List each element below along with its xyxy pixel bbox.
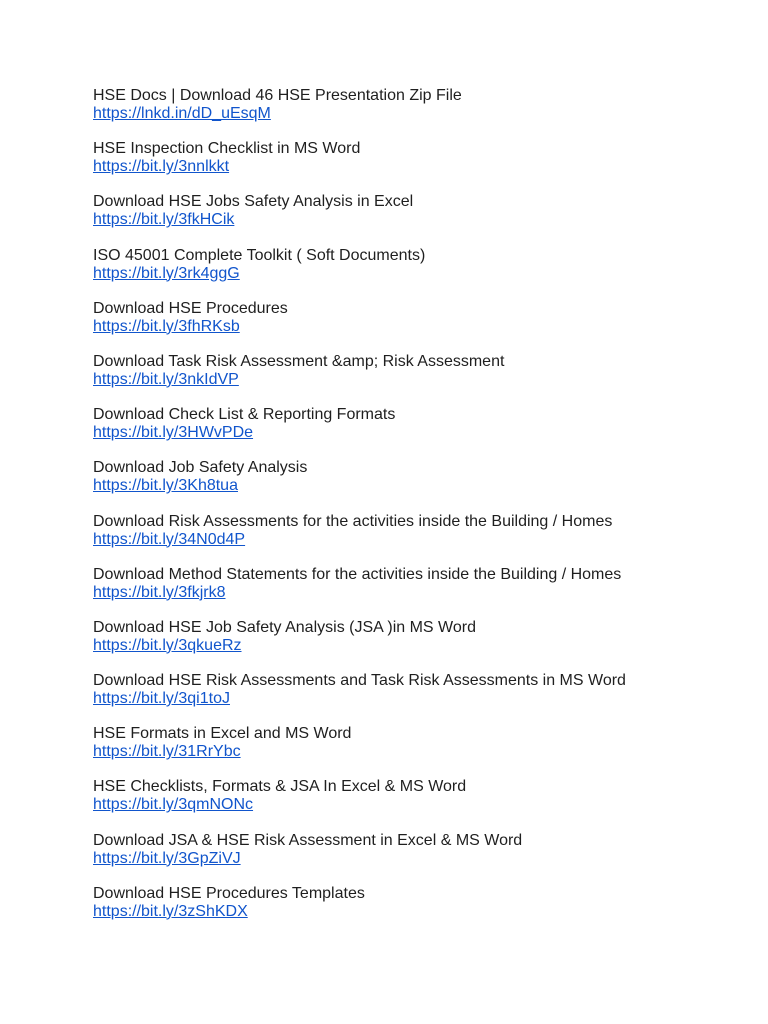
- entry-title: Download JSA & HSE Risk Assessment in Excel & MS Word: [93, 831, 523, 849]
- list-item: [93, 86, 733, 139]
- entry-link[interactable]: https://bit.ly/3nkIdVP: [93, 370, 239, 388]
- entry-title: Download HSE Procedures: [93, 299, 288, 317]
- list-item: [93, 618, 733, 671]
- entry-title: Download HSE Jobs Safety Analysis in Excel: [93, 193, 414, 211]
- list-item: [93, 512, 733, 565]
- entry-link[interactable]: https://bit.ly/3HWvPDe: [93, 424, 254, 442]
- entry-link[interactable]: https://bit.ly/3qkueRz: [93, 636, 242, 654]
- entry-title: HSE Inspection Checklist in MS Word: [93, 140, 361, 158]
- entry-title: Download HSE Risk Assessments and Task Risk Assessments in MS Word: [93, 672, 626, 690]
- list-item: [93, 405, 733, 458]
- entry-link[interactable]: https://bit.ly/3rk4ggG: [93, 264, 240, 282]
- entry-link[interactable]: https://bit.ly/3nnlkkt: [93, 158, 230, 176]
- entry-title: Download Task Risk Assessment &amp; Risk Assessment: [93, 352, 505, 370]
- list-item: [93, 671, 733, 724]
- entry-title: Download Method Statements for the activities inside the Building / Homes: [93, 565, 622, 583]
- entry-link[interactable]: https://lnkd.in/dD_uEsqM: [93, 105, 271, 122]
- list-item: [93, 299, 733, 352]
- list-item: [93, 777, 733, 830]
- entry-link[interactable]: https://bit.ly/31RrYbc: [93, 743, 241, 761]
- list-item: [93, 565, 733, 618]
- entry-title: HSE Formats in Excel and MS Word: [93, 725, 352, 743]
- list-item: [93, 831, 733, 884]
- list-item: [93, 192, 733, 245]
- entry-link[interactable]: https://bit.ly/3GpZiVJ: [93, 849, 241, 867]
- entry-link[interactable]: https://bit.ly/3fkjrk8: [93, 583, 226, 601]
- link-list: [93, 86, 733, 937]
- entry-link[interactable]: https://bit.ly/3qmNONc: [93, 796, 254, 814]
- entry-title: ISO 45001 Complete Toolkit ( Soft Documents): [93, 246, 426, 264]
- list-item: [93, 139, 733, 192]
- entry-link[interactable]: https://bit.ly/3fhRKsb: [93, 317, 240, 335]
- entry-link[interactable]: https://bit.ly/3qi1toJ: [93, 690, 230, 708]
- entry-title: Download Check List & Reporting Formats: [93, 406, 396, 424]
- entry-title: Download HSE Job Safety Analysis (JSA )in MS Word: [93, 618, 476, 636]
- entry-link[interactable]: https://bit.ly/3fkHCik: [93, 211, 235, 229]
- list-item: [93, 352, 733, 405]
- list-item: [93, 458, 733, 511]
- entry-title: Download Job Safety Analysis: [93, 459, 308, 477]
- entry-title: Download HSE Procedures Templates: [93, 884, 365, 902]
- entry-link[interactable]: https://bit.ly/3Kh8tua: [93, 477, 238, 495]
- list-item: [93, 246, 733, 299]
- entry-title: HSE Docs | Download 46 HSE Presentation Zip File: [93, 87, 462, 104]
- entry-title: Download Risk Assessments for the activities inside the Building / Homes: [93, 512, 613, 530]
- entry-link[interactable]: https://bit.ly/34N0d4P: [93, 530, 246, 548]
- entry-title: HSE Checklists, Formats & JSA In Excel & MS Word: [93, 778, 467, 796]
- entry-link[interactable]: https://bit.ly/3zShKDX: [93, 902, 248, 920]
- list-item: [93, 724, 733, 777]
- list-item: [93, 884, 733, 937]
